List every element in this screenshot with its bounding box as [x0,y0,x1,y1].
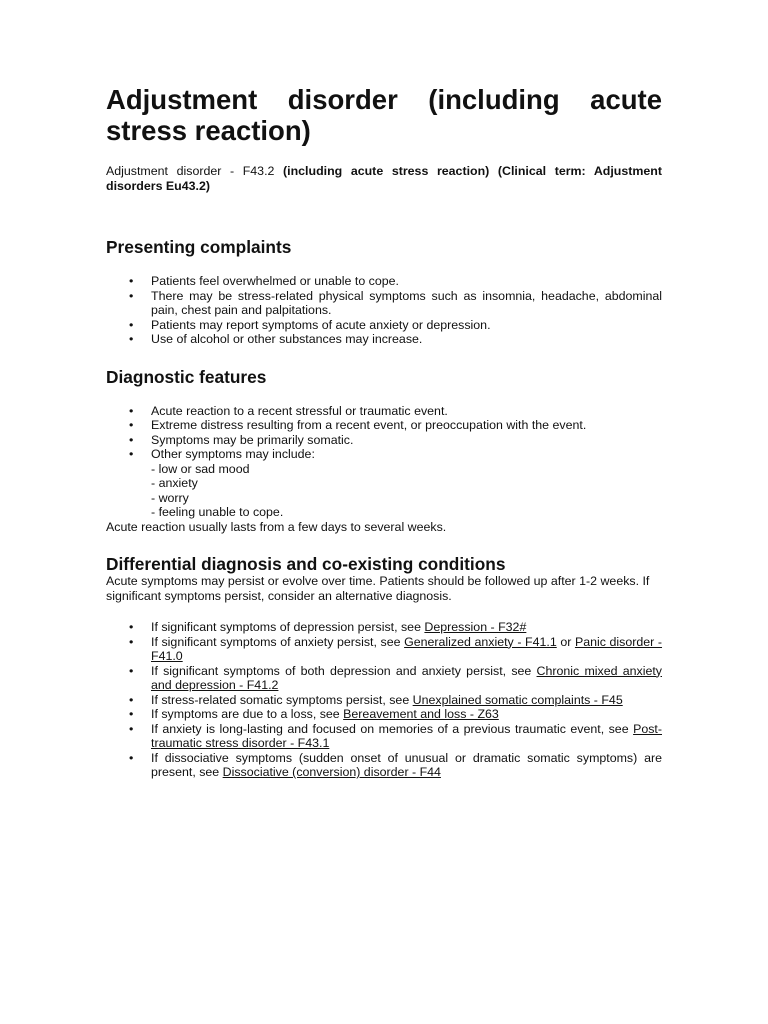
differential-intro-paragraph: Acute symptoms may persist or evolve over time. Patients should be followed up after 1-2 weeks. If significant symptoms persist, consider an alternative diagnosis. [106,574,650,603]
bullet-icon: • [129,707,134,721]
bullet-icon: • [129,721,134,736]
list-item [106,635,662,664]
bullet-icon: • [129,692,134,707]
list-item-text: If anxiety is long-lasting and focused on memories of a previous traumatic event, see [151,721,634,736]
list-item [106,751,662,780]
sub-item: - anxiety [151,476,198,490]
list-item [106,693,662,708]
list-item [106,289,662,318]
list-item-text: Use of alcohol or other substances may increase. [151,332,423,346]
bullet-icon: • [129,432,134,447]
page-title: Adjustment disorder (including acute stress reaction) [106,84,662,146]
bullet-icon: • [129,750,134,765]
list-item [106,274,662,289]
differential-diagnosis-heading: Differential diagnosis and co-existing conditions [106,554,506,574]
list-item-text: If dissociative symptoms (sudden onset of unusual or dramatic somatic symptoms) are present, see [151,750,662,779]
intro-clinical-term: (including acute stress reaction) (Clinical term: Adjustment disorders Eu43.2) [106,164,662,193]
diagnostic-features-list [106,404,662,520]
sub-item: - worry [151,490,189,505]
list-item-text: If symptoms are due to a loss, see [151,707,344,721]
diagnostic-features-heading: Diagnostic features [106,366,267,387]
bullet-icon: • [129,288,134,303]
presenting-complaints-heading: Presenting complaints [106,237,292,257]
link-chronic-mixed-anxiety[interactable]: Chronic mixed anxiety and depression - F41.2 [151,663,662,692]
sub-item: - feeling unable to cope. [151,505,284,519]
bullet-icon: • [129,317,134,332]
link-dissociative[interactable]: Dissociative (conversion) disorder - F44 [222,765,441,779]
list-item [106,722,662,751]
sub-item: - low or sad mood [151,461,250,476]
list-item [106,447,662,520]
list-item [106,332,662,347]
duration-paragraph: Acute reaction usually lasts from a few days to several weeks. [106,519,447,534]
list-item-text: There may be stress-related physical symptoms such as insomnia, headache, abdominal pain, chest pain and palpitations. [151,288,662,317]
intro-paragraph [106,164,662,193]
document-content [106,84,662,780]
intro-code: Adjustment disorder - F43.2 [106,164,284,178]
link-generalized-anxiety[interactable]: Generalized anxiety - F41.1 [404,634,557,649]
list-item-text: If significant symptoms of depression persist, see [151,620,425,634]
differential-list [106,620,662,780]
list-item-text: If significant symptoms of anxiety persist, see [151,634,405,649]
list-item-text: If stress-related somatic symptoms persist, see [151,692,413,707]
list-item [106,418,662,433]
link-unexplained-somatic[interactable]: Unexplained somatic complaints - F45 [412,692,623,707]
list-item-text: Other symptoms may include: [151,447,315,461]
bullet-icon: • [129,447,134,461]
list-item-text: or [556,634,575,649]
list-item [106,707,662,722]
bullet-icon: • [129,634,134,649]
list-item-text: If significant symptoms of both depression and anxiety persist, see [151,663,537,678]
link-ptsd[interactable]: Post-traumatic stress disorder - F43.1 [151,721,662,750]
list-item-text: Extreme distress resulting from a recent event, or preoccupation with the event. [151,418,587,432]
link-bereavement[interactable]: Bereavement and loss - Z63 [343,707,499,721]
list-item-text: Acute reaction to a recent stressful or traumatic event. [151,403,448,418]
bullet-icon: • [129,332,134,346]
list-item [106,433,662,448]
list-item [106,404,662,419]
bullet-icon: • [129,418,134,432]
bullet-icon: • [129,403,134,418]
list-item-text: Symptoms may be primarily somatic. [151,432,354,447]
list-item [106,664,662,693]
list-item-text: Patients feel overwhelmed or unable to cope. [151,274,399,288]
bullet-icon: • [129,274,134,288]
list-item [106,318,662,333]
link-panic-disorder[interactable]: Panic disorder - F41.0 [151,634,663,663]
list-item [106,620,662,635]
bullet-icon: • [129,620,134,634]
link-depression[interactable]: Depression - F32# [424,620,527,634]
bullet-icon: • [129,663,134,678]
list-item-text: Patients may report symptoms of acute anxiety or depression. [151,317,491,332]
presenting-complaints-list [106,274,662,347]
